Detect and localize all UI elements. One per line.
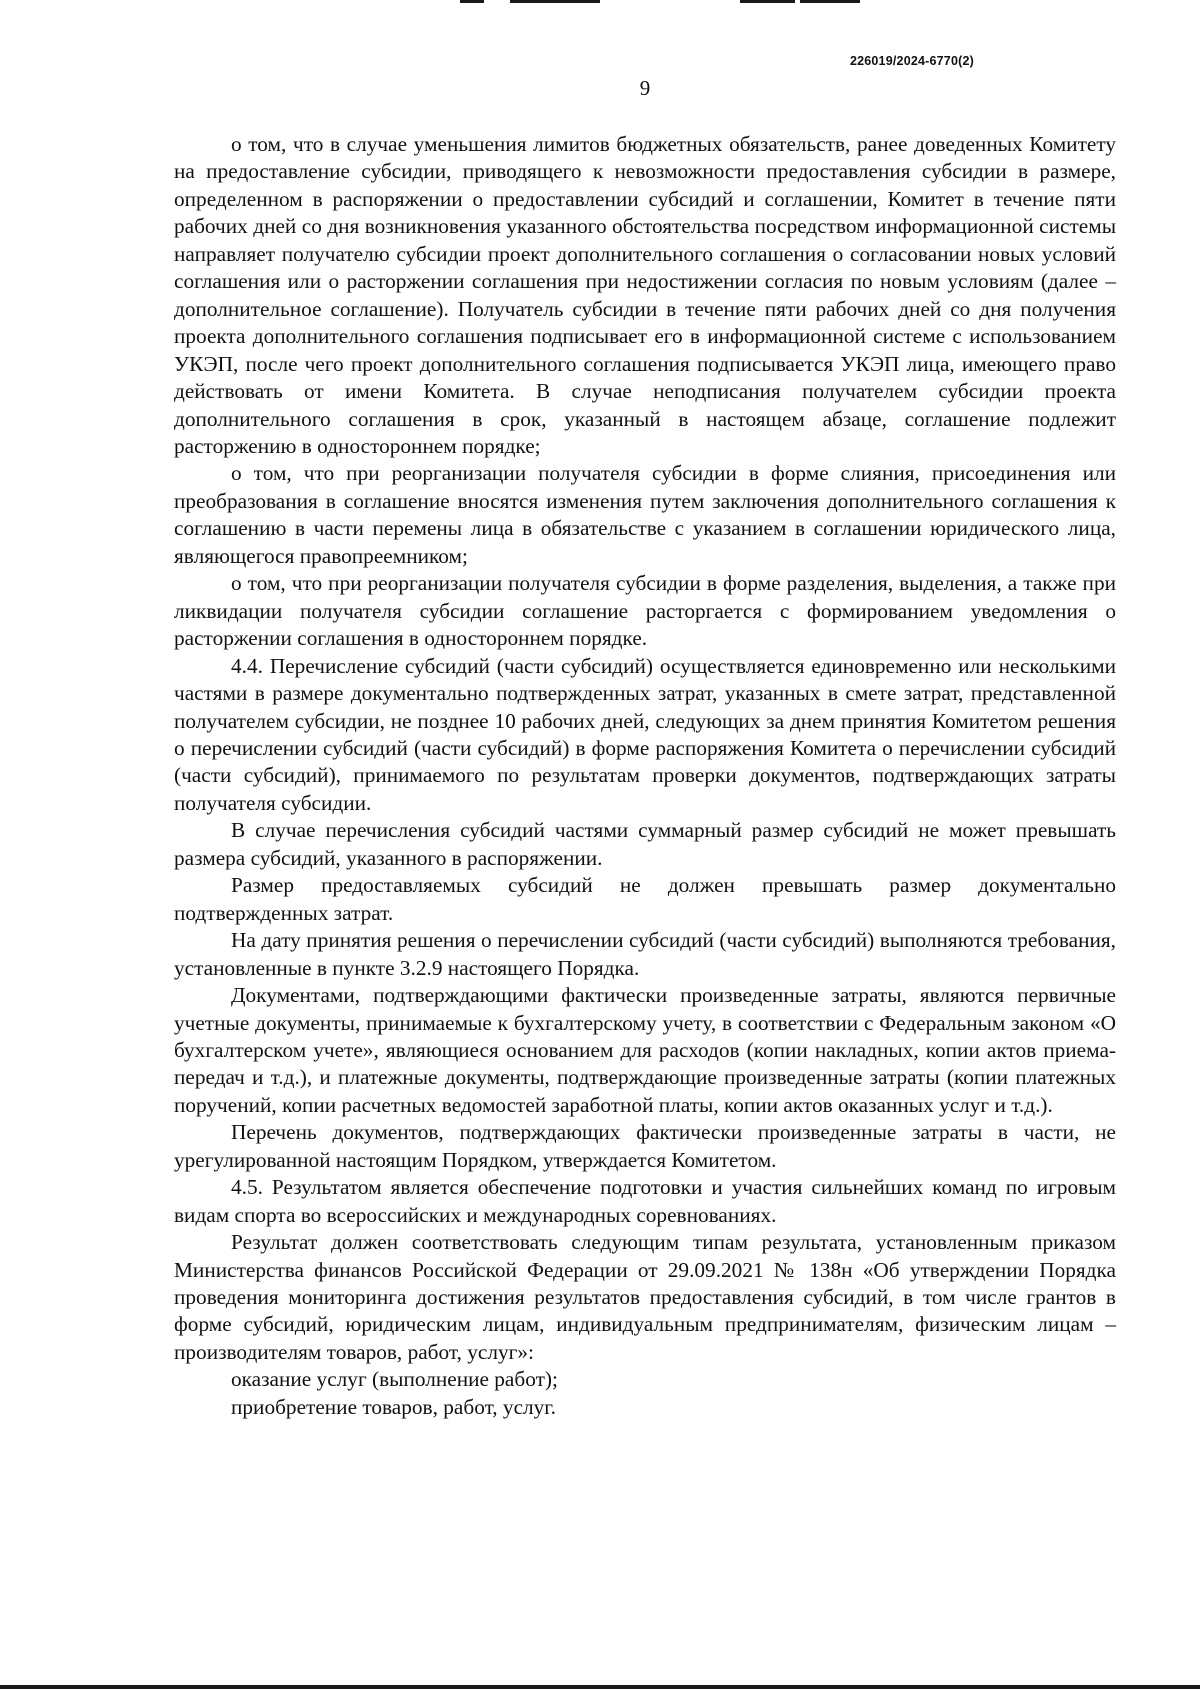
paragraph: о том, что при реорганизации получателя субсидии в форме слияния, присоединения или преобразования в соглашение вносятся изменения путем заключения дополнительного соглашения к соглашению в части перемены лица в обязательстве с указанием в соглашении юридического лица, являющегося правопреемником; — [174, 461, 1116, 568]
scan-edge-mark — [800, 0, 860, 3]
paragraph: Размер предоставляемых субсидий не должен превышать размер документально подтвержденных затрат. — [174, 873, 1116, 925]
document-body — [174, 131, 1116, 1421]
scan-edge-mark — [460, 0, 484, 3]
paragraph: На дату принятия решения о перечислении субсидий (части субсидий) выполняются требования, установленные в пункте 3.2.9 настоящего Порядка. — [174, 928, 1116, 980]
scan-edge-mark — [740, 0, 795, 3]
paragraph: Документами, подтверждающими фактически произведенные затраты, являются первичные учетные документы, принимаемые к бухгалтерскому учету, в соответствии с Федеральным законом «О бухгалтерском учете», являющиеся основанием для расходов (копии накладных, копии актов приема-передач и т.д.), и платежные документы, подтверждающие произведенные затраты (копии платежных поручений, копии расчетных ведомостей заработной платы, копии актов оказанных услуг и т.д.). — [174, 983, 1116, 1117]
paragraph: 4.5. Результатом является обеспечение подготовки и участия сильнейших команд по игровым видам спорта во всероссийских и международных соревнованиях. — [174, 1175, 1116, 1227]
scan-bottom-edge — [0, 1685, 1200, 1689]
scan-edge-mark — [510, 0, 600, 3]
paragraph: 4.4. Перечисление субсидий (части субсидий) осуществляется единовременно или несколькими частями в размере документально подтвержденных затрат, указанных в смете затрат, представленной получателем субсидии, не позднее 10 рабочих дней, следующих за днем принятия Комитетом решения о перечислении субсидий (части субсидий) в форме распоряжения Комитета о перечислении субсидий (части субсидий), принимаемого по результатам проверки документов, подтверждающих затраты получателя субсидии. — [174, 653, 1116, 815]
document-id: 226019/2024-6770(2) — [849, 54, 974, 68]
page-number: 9 — [639, 76, 651, 100]
paragraph: Результат должен соответствовать следующим типам результата, установленным приказом Министерства финансов Российской Федерации от 29.09.2021 № 138н «Об утверждении Порядка проведения мониторинга достижения результатов предоставления субсидий, в том числе грантов в форме субсидий, юридическим лицам, индивидуальным предпринимателям, физическим лицам – производителям товаров, работ, услуг»: — [174, 1230, 1116, 1364]
list-item: оказание услуг (выполнение работ); — [231, 1367, 558, 1392]
list-item: приобретение товаров, работ, услуг. — [231, 1394, 556, 1419]
paragraph: В случае перечисления субсидий частями суммарный размер субсидий не может превышать размера субсидий, указанного в распоряжении. — [174, 818, 1116, 870]
paragraph: Перечень документов, подтверждающих фактически произведенные затраты в части, не урегулированной настоящим Порядком, утверждается Комитетом. — [174, 1120, 1116, 1172]
paragraph: о том, что в случае уменьшения лимитов бюджетных обязательств, ранее доведенных Комитету на предоставление субсидии, приводящего к невозможности предоставления субсидии в размере, определенном в распоряжении о предоставлении субсидий и соглашении, Комитет в течение пяти рабочих дней со дня возникновения указанного обстоятельства посредством информационной системы направляет получателю субсидии проект дополнительного соглашения о согласовании новых условий соглашения или о расторжении соглашения при недостижении согласия по новым условиям (далее – дополнительное соглашение). Получатель субсидии в течение пяти рабочих дней со дня получения проекта дополнительного соглашения подписывает его в информационной системе с использованием УКЭП, после чего проект дополнительного соглашения подписывается УКЭП лица, имеющего право действовать от имени Комитета. В случае неподписания получателем субсидии проекта дополнительного соглашения в срок, указанный в настоящем абзаце, соглашение подлежит расторжению в одностороннем порядке; — [174, 132, 1116, 458]
paragraph: о том, что при реорганизации получателя субсидии в форме разделения, выделения, а также при ликвидации получателя субсидии соглашение расторгается с формированием уведомления о расторжении соглашения в одностороннем порядке. — [174, 571, 1116, 651]
